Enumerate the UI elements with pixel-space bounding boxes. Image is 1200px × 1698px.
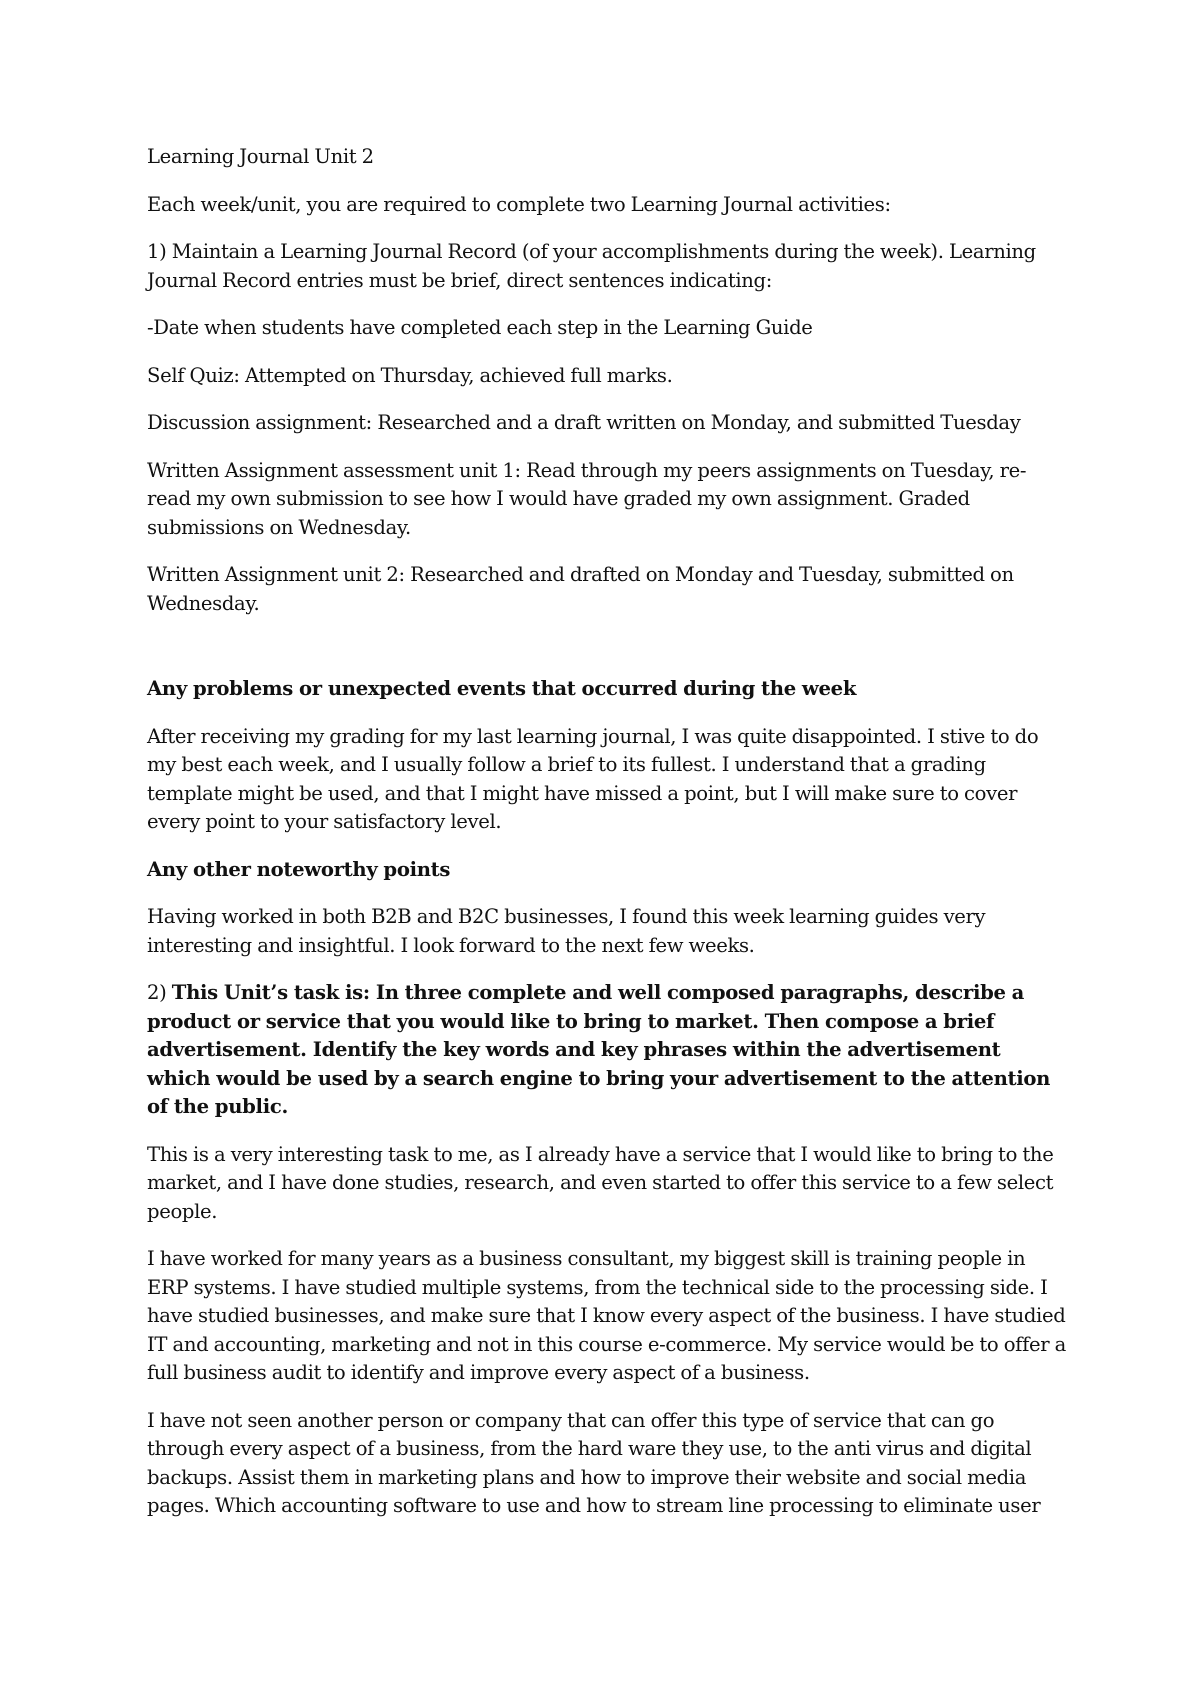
discussion-entry: Discussion assignment: Researched and a draft written on Monday, and submitted Tuesday bbox=[147, 411, 1021, 434]
paragraph-two: I have worked for many years as a business consultant, my biggest skill is training people in ERP systems. I have studied multiple systems, from the technical side to the processing side. I have studied businesses, and make sure that I know every aspect of the business. I have studied IT and accounting, marketing and not in this course e-commerce. My service would be to offer a full business audit to identify and improve every aspect of a business. bbox=[147, 1247, 1066, 1384]
noteworthy-text: Having worked in both B2B and B2C businesses, I found this week learning guides very interesting and insightful. I look forward to the next few weeks. bbox=[147, 905, 986, 957]
assessment-entry: Written Assignment assessment unit 1: Read through my peers assignments on Tuesday, re-read my own submission to see how I would have graded my own assignment. Graded submissions on Wednesday. bbox=[147, 458, 1027, 539]
document-page bbox=[147, 143, 1067, 1540]
date-line: -Date when students have completed each step in the Learning Guide bbox=[147, 316, 813, 339]
activity-one-text: 1) Maintain a Learning Journal Record (of your accomplishments during the week). Learning Journal Record entries must be brief, direct sentences indicating: bbox=[147, 240, 1036, 292]
task-description bbox=[147, 979, 1067, 1122]
paragraph-one: This is a very interesting task to me, as I already have a service that I would like to bring to the market, and I have done studies, research, and even started to offer this service to a few select people. bbox=[147, 1142, 1054, 1223]
task-text: This Unit’s task is: In three complete and well composed paragraphs, describe a product or service that you would like to bring to market. Then compose a brief advertisement. Identify the key words and key phrases within the advertisement which would be used by a search engine to bring your advertisement to the attention of the public. bbox=[147, 981, 1051, 1118]
written-assignment-entry: Written Assignment unit 2: Researched and drafted on Monday and Tuesday, submitted on Wednesday. bbox=[147, 563, 1014, 615]
task-prefix: 2) bbox=[147, 981, 172, 1004]
problems-heading: Any problems or unexpected events that occurred during the week bbox=[147, 677, 857, 700]
blank-line bbox=[147, 637, 1067, 675]
paragraph-three: I have not seen another person or company that can offer this type of service that can go through every aspect of a business, from the hard ware they use, to the anti virus and digital backups. Assist them in marketing plans and how to improve their website and social media pages. Which accounting software to use and how to stream line processing to eliminate user bbox=[147, 1408, 1041, 1517]
document-title: Learning Journal Unit 2 bbox=[147, 145, 374, 168]
intro-text: Each week/unit, you are required to complete two Learning Journal activities: bbox=[147, 192, 891, 216]
problems-text: After receiving my grading for my last learning journal, I was quite disappointed. I stive to do my best each week, and I usually follow a brief to its fullest. I understand that a grading template might be used, and that I might have missed a point, but I will make sure to cover every point to your satisfactory level. bbox=[147, 724, 1039, 833]
noteworthy-heading: Any other noteworthy points bbox=[147, 857, 451, 881]
self-quiz-entry: Self Quiz: Attempted on Thursday, achieved full marks. bbox=[147, 363, 673, 387]
